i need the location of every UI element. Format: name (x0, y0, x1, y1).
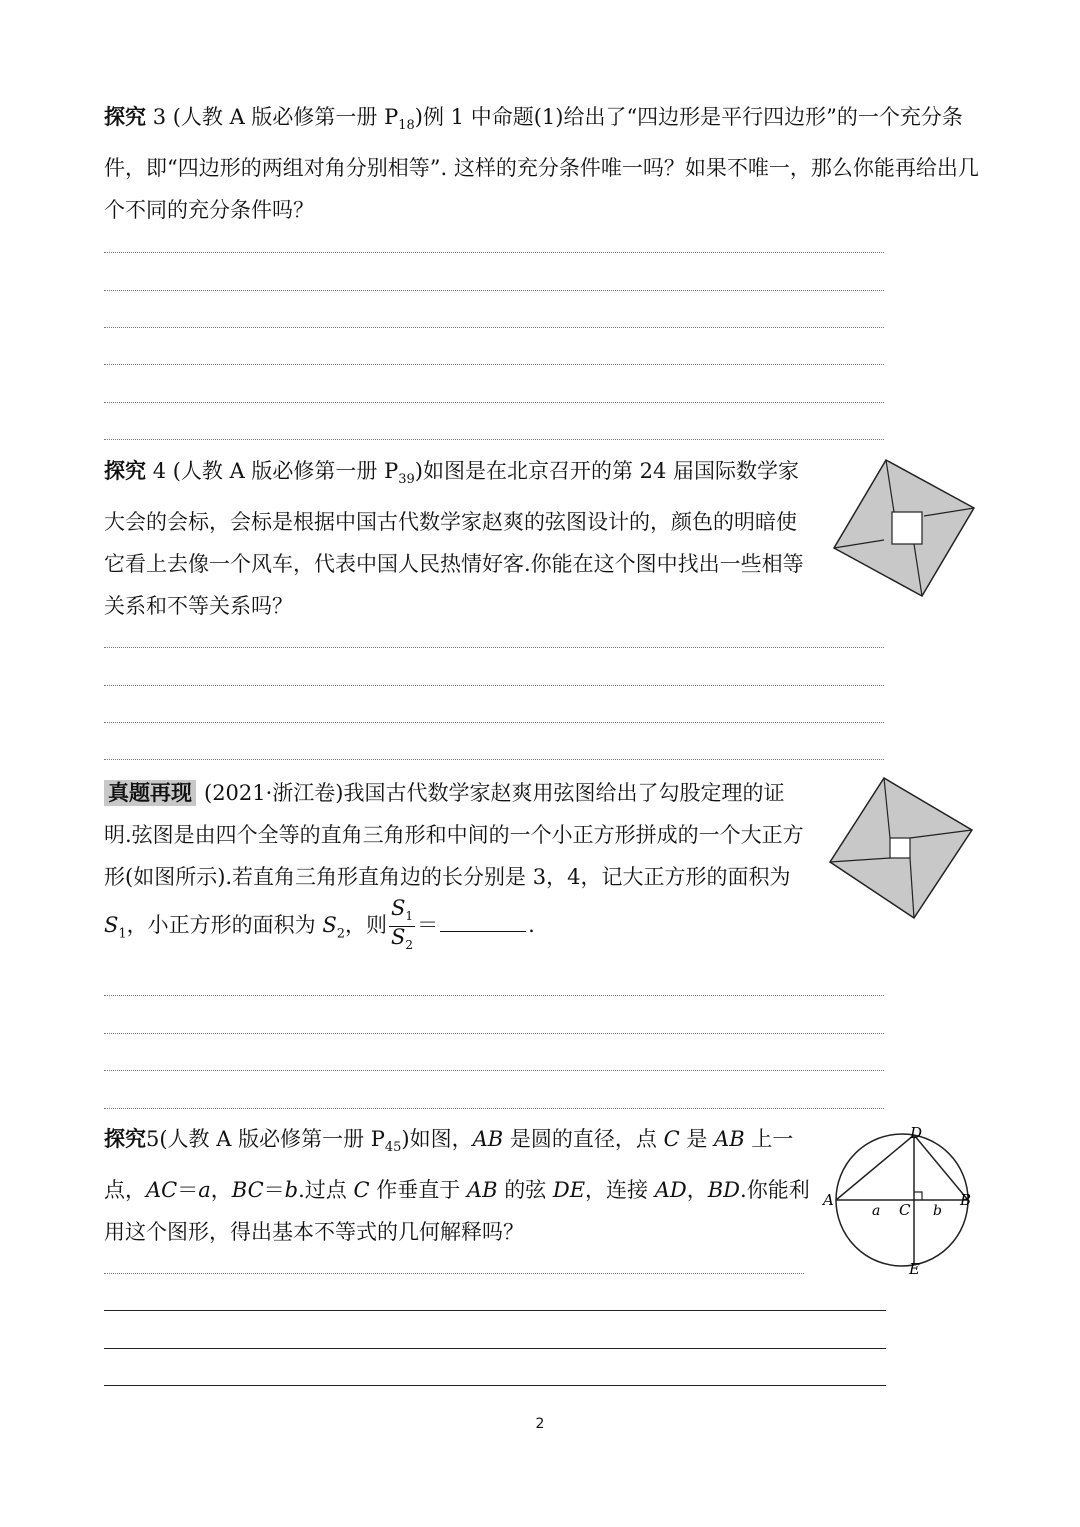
s1-subscript: 1 (118, 926, 127, 942)
pinwheel-figure (832, 458, 976, 598)
inquiry-5-text: .过点 (298, 1178, 354, 1203)
inquiry-5-text: 是 (679, 1127, 715, 1151)
answer-line (104, 1033, 884, 1034)
exam-text-then: ，则 (345, 913, 388, 938)
answer-line (104, 1070, 884, 1071)
answer-line (104, 364, 884, 365)
inquiry-5-text: 是圆的直径，点 (503, 1127, 664, 1151)
fraction-denominator: $S_2$ (391, 925, 414, 953)
inquiry-4 (104, 450, 814, 627)
answer-line (104, 722, 884, 723)
inquiry-5-text: ， (686, 1178, 708, 1203)
var-ab: AB (714, 1127, 745, 1151)
inquiry-3-lead: 探究 (104, 105, 146, 129)
right-angle-mark (914, 1192, 922, 1200)
inquiry-3 (104, 96, 980, 231)
inquiry-5-text: 上一点， (104, 1127, 794, 1203)
exam-text: (2021·浙江卷)我国古代数学家赵爽用弦图给出了勾股定理的证明.弦图是由四个全等的直角三角形和中间的一个小正方形拼成的一个大正方形(如图所示).若直角三角形直角边的长分别是 3，4，记大正方形的面积为 (104, 781, 804, 889)
inquiry-5-text: ＝ (177, 1178, 199, 1203)
exam-end: . (528, 913, 535, 938)
xian-figure (828, 776, 974, 920)
s2-subscript: 2 (336, 926, 346, 942)
var-de: DE (552, 1178, 586, 1203)
fraction-numerator: $S_1$ (389, 898, 415, 927)
var-ad: AD (654, 1178, 687, 1203)
inquiry-5-text: 作垂直于 (369, 1178, 467, 1203)
exam-text-mid: ，小正方形的面积为 (126, 913, 323, 938)
inquiry-4-lead: 探究 (104, 459, 146, 483)
s1-symbol: S (104, 913, 119, 938)
inquiry-5 (104, 1118, 810, 1253)
answer-line (104, 647, 884, 648)
answer-line (104, 290, 884, 291)
answer-line (104, 327, 884, 328)
inquiry-5-text: 5(人教 A 版必修第一册 $P_{45}$)如图， (146, 1127, 473, 1156)
answer-line (104, 439, 884, 440)
answer-line (104, 1273, 804, 1274)
label-a: A (823, 1191, 834, 1209)
var-ab: AB (466, 1178, 498, 1203)
label-d: D (910, 1124, 923, 1142)
label-e: E (909, 1260, 920, 1278)
s2-symbol: S (322, 913, 337, 938)
answer-line-solid (104, 1348, 886, 1349)
var-a: a (198, 1178, 211, 1203)
answer-line (104, 685, 884, 686)
ratio-fraction (389, 898, 415, 955)
page-number: 2 (535, 1416, 545, 1432)
var-b: b (284, 1178, 299, 1203)
exam-tag: 真题再现 (104, 780, 196, 806)
var-ac: AC (146, 1178, 178, 1203)
answer-line (104, 402, 884, 403)
answer-line-solid (104, 1310, 886, 1311)
label-a-length: a (872, 1203, 881, 1219)
var-c: C (663, 1127, 680, 1151)
inquiry-5-lead: 探究 (104, 1127, 146, 1151)
label-c: C (899, 1201, 911, 1219)
answer-blank[interactable] (440, 909, 526, 932)
equals-sign: ＝ (417, 913, 439, 938)
inquiry-5-text: ， (210, 1178, 232, 1203)
inquiry-5-text: ，连接 (585, 1178, 655, 1203)
pinwheel-inner-square (892, 512, 922, 544)
var-c: C (353, 1178, 370, 1203)
xian-inner-square (890, 838, 910, 858)
var-bc: BC (231, 1178, 264, 1203)
label-b-length: b (933, 1203, 942, 1219)
inquiry-4-text: 4 (人教 A 版必修第一册 $P_{39}$)如图是在北京召开的第 24 届国际数学家大会的会标，会标是根据中国古代数学家赵爽的弦图设计的，颜色的明暗使它看上去像一个风车，代表中国人民热情好客.你能在这个图中找出一些相等关系和不等关系吗？ (104, 459, 804, 619)
inquiry-5-text: .你能利用这个图形，得出基本不等式的几何解释吗？ (104, 1178, 810, 1245)
inquiry-3-text: 3 (人教 A 版必修第一册 $P_{18}$)例 1 中命题(1)给出了“四边形是平行四边形”的一个充分条件，即“四边形的两组对角分别相等”. 这样的充分条件唯一吗？如果不唯一，那么你能再给出几个不同的充分条件吗？ (104, 105, 979, 223)
exam-question (104, 772, 812, 955)
inquiry-5-text: ＝ (263, 1178, 285, 1203)
var-ab: AB (472, 1127, 504, 1151)
circle-figure (820, 1122, 980, 1278)
label-b: B (960, 1191, 972, 1209)
answer-line (104, 995, 884, 996)
segment-ad (836, 1135, 914, 1200)
inquiry-5-text: 的弦 (497, 1178, 553, 1203)
answer-line (104, 759, 884, 760)
answer-line-solid (104, 1385, 886, 1386)
answer-line (104, 252, 884, 253)
var-bd: BD (707, 1178, 741, 1203)
answer-line (104, 1108, 884, 1109)
